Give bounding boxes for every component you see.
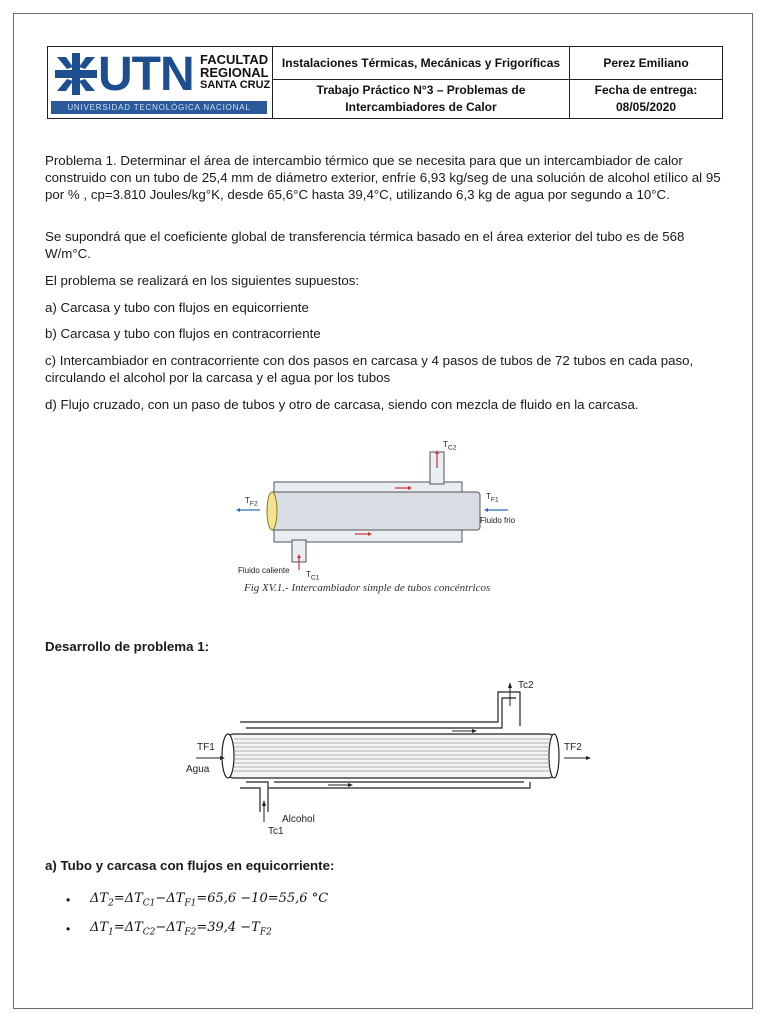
tp-cell — [273, 80, 569, 118]
fig1-caption: Fig XV.1.- Intercambiador simple de tubos concéntricos — [244, 582, 491, 594]
case-c: c) Intercambiador en contracorriente con dos pasos en carcasa y 4 pasos de tubos de 72 tubos en cada paso, circulando el alcohol por la carcasa y el agua por los tubos — [45, 353, 694, 385]
tp-line-2: Intercambiadores de Calor — [345, 100, 497, 114]
fig1-tf2-label: $T_{F2}$ — [245, 496, 258, 508]
concentric-tube-diagram — [230, 438, 540, 584]
problem-statement: Problema 1. Determinar el área de intercambio térmico que se necesita para que un intercambiador de calor construido con un tubo de 25,4 mm de diámetro exterior, enfríe 6,93 kg/seg de una solución de alcohol etílico al 95 por % , cp=3.810 Joules/kg°K, desde 65,6°C hasta 39,4°C, utilizando 6,3 kg de agua por segundo a 10°C. — [45, 153, 721, 202]
equation-delta-t2: $\Delta T_2=\Delta T_{C1}-\Delta T_{F1}=65,6 -10=55,6$ °C — [90, 891, 329, 909]
subject-cell: Instalaciones Térmicas, Mecánicas y Frigoríficas — [281, 55, 561, 70]
fig1-tc1-label: $T_{C1}$ — [306, 570, 320, 582]
development-title: Desarrollo de problema 1: — [45, 639, 210, 654]
case-a: a) Carcasa y tubo con flujos en equicorriente — [45, 300, 309, 315]
due-label: Fecha de entrega: — [594, 83, 698, 97]
section-a-title: a) Tubo y carcasa con flujos en equicorriente: — [45, 858, 335, 873]
due-date-cell — [570, 80, 722, 118]
fig2-water-label: Agua — [186, 764, 210, 775]
logo-university-band: UNIVERSIDAD TECNOLÓGICA NACIONAL — [51, 101, 267, 114]
logo-utn-text: UTN — [98, 48, 194, 101]
fig1-tf1-label: $T_{F1}$ — [486, 492, 499, 504]
assumptions-intro: El problema se realizará en los siguientes supuestos: — [45, 273, 360, 288]
utn-logo — [48, 47, 272, 118]
logo-line-regional: REGIONAL — [200, 65, 269, 80]
fig1-cold-fluid-label: Fluido frio — [480, 516, 516, 525]
bullet-2: • — [66, 922, 71, 936]
coefficient-paragraph: Se supondrá que el coeficiente global de transferencia térmica basado en el área exterior del tubo es de 568 W/m°C. — [45, 229, 685, 261]
fig2-alcohol-label: Alcohol — [282, 814, 315, 825]
tp-line-1: Trabajo Práctico N°3 – Problemas de — [316, 83, 526, 97]
fig2-tc2-label: Tc2 — [518, 680, 534, 691]
header-table — [47, 46, 723, 119]
due-date: 08/05/2020 — [615, 100, 677, 114]
logo-faculty-text — [200, 53, 270, 92]
fig2-tf2-label: TF2 — [564, 742, 582, 753]
bullet-1: • — [66, 893, 71, 907]
equation-delta-t1: $\Delta T_1=\Delta T_{C2}-\Delta T_{F2}=39,4 -T_{F2}$ — [90, 920, 272, 938]
utn-emblem-icon — [53, 51, 99, 97]
case-b: b) Carcasa y tubo con flujos en contracorriente — [45, 326, 321, 341]
case-d: d) Flujo cruzado, con un paso de tubos y otro de carcasa, siendo con mezcla de fluido en la carcasa. — [45, 397, 639, 412]
logo-line-facultad: FACULTAD — [200, 52, 269, 67]
fig2-tf1-label: TF1 — [197, 742, 215, 753]
fig1-tc2-label: $T_{C2}$ — [443, 440, 457, 452]
fig1-hot-fluid-label: Fluido caliente — [238, 566, 290, 575]
fig2-tc1-label: Tc1 — [268, 826, 284, 837]
heat-exchanger-sketch — [180, 676, 600, 826]
logo-line-santa-cruz: SANTA CRUZ — [200, 79, 271, 91]
student-cell: Perez Emiliano — [603, 55, 689, 70]
